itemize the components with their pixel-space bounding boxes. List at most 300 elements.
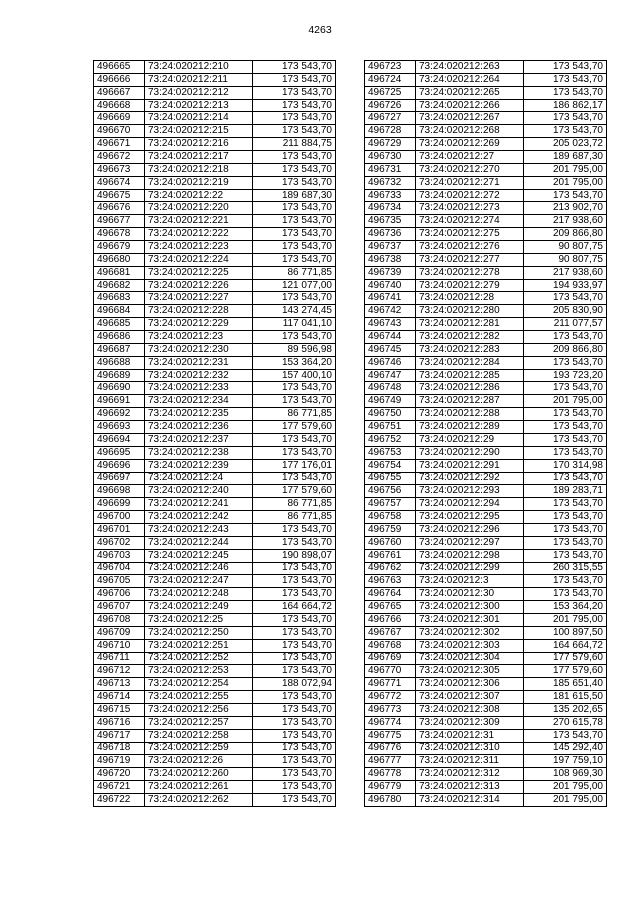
cadastral-value: 173 543,70	[253, 163, 336, 176]
row-id: 496742	[365, 305, 416, 318]
cadastral-value: 173 543,70	[253, 292, 336, 305]
row-id: 496694	[94, 433, 145, 446]
cadastral-value: 173 543,70	[253, 73, 336, 86]
row-id: 496770	[365, 665, 416, 678]
cadastral-number: 73:24:020212:230	[145, 343, 253, 356]
row-id: 496716	[94, 716, 145, 729]
cadastral-number: 73:24:020212:244	[145, 536, 253, 549]
cadastral-value: 173 543,70	[253, 253, 336, 266]
row-id: 496776	[365, 742, 416, 755]
row-id: 496667	[94, 86, 145, 99]
cadastral-number: 73:24:020212:291	[416, 459, 524, 472]
table-row	[94, 356, 336, 369]
table-row	[365, 395, 607, 408]
cadastral-value: 173 543,70	[253, 86, 336, 99]
row-id: 496752	[365, 433, 416, 446]
cadastral-number: 73:24:020212:222	[145, 228, 253, 241]
cadastral-number: 73:24:020212:225	[145, 266, 253, 279]
table-row	[365, 163, 607, 176]
table-row	[365, 665, 607, 678]
cadastral-number: 73:24:020212:234	[145, 395, 253, 408]
row-id: 496690	[94, 382, 145, 395]
cadastral-value: 173 543,70	[524, 356, 607, 369]
row-id: 496697	[94, 472, 145, 485]
cadastral-number: 73:24:020212:235	[145, 408, 253, 421]
table-row	[94, 112, 336, 125]
cadastral-number: 73:24:020212:290	[416, 446, 524, 459]
row-id: 496735	[365, 215, 416, 228]
cadastral-value: 173 543,70	[524, 588, 607, 601]
cadastral-number: 73:24:020212:300	[416, 601, 524, 614]
cadastral-value: 211 077,57	[524, 318, 607, 331]
row-id: 496682	[94, 279, 145, 292]
table-row	[94, 691, 336, 704]
cadastral-value: 260 315,55	[524, 562, 607, 575]
row-id: 496708	[94, 613, 145, 626]
cadastral-value: 89 596,98	[253, 343, 336, 356]
cadastral-number: 73:24:020212:296	[416, 523, 524, 536]
row-id: 496761	[365, 549, 416, 562]
cadastral-value: 121 077,00	[253, 279, 336, 292]
table-row	[365, 138, 607, 151]
table-row	[94, 549, 336, 562]
cadastral-value: 173 543,70	[524, 292, 607, 305]
table-row	[94, 446, 336, 459]
cadastral-value: 170 314,98	[524, 459, 607, 472]
cadastral-number: 73:24:020212:283	[416, 343, 524, 356]
cadastral-number: 73:24:020212:250	[145, 626, 253, 639]
table-row	[365, 61, 607, 74]
cadastral-value: 173 543,70	[524, 125, 607, 138]
table-row	[365, 549, 607, 562]
row-id: 496758	[365, 511, 416, 524]
cadastral-number: 73:24:020212:298	[416, 549, 524, 562]
table-row	[365, 433, 607, 446]
table-row	[94, 716, 336, 729]
row-id: 496751	[365, 421, 416, 434]
right-table-body	[365, 61, 607, 807]
cadastral-value: 177 579,60	[253, 421, 336, 434]
cadastral-number: 73:24:020212:275	[416, 228, 524, 241]
cadastral-number: 73:24:020212:282	[416, 331, 524, 344]
cadastral-number: 73:24:020212:269	[416, 138, 524, 151]
row-id: 496772	[365, 691, 416, 704]
row-id: 496763	[365, 575, 416, 588]
table-row	[365, 626, 607, 639]
row-id: 496681	[94, 266, 145, 279]
cadastral-value: 173 543,70	[253, 691, 336, 704]
cadastral-value: 173 543,70	[253, 472, 336, 485]
row-id: 496780	[365, 793, 416, 806]
cadastral-number: 73:24:020212:280	[416, 305, 524, 318]
row-id: 496747	[365, 369, 416, 382]
table-row	[365, 755, 607, 768]
row-id: 496702	[94, 536, 145, 549]
table-row	[365, 408, 607, 421]
cadastral-number: 73:24:020212:297	[416, 536, 524, 549]
cadastral-number: 73:24:020212:277	[416, 253, 524, 266]
cadastral-number: 73:24:020212:265	[416, 86, 524, 99]
cadastral-number: 73:24:020212:289	[416, 421, 524, 434]
cadastral-value: 173 543,70	[253, 716, 336, 729]
row-id: 496731	[365, 163, 416, 176]
table-row	[94, 176, 336, 189]
cadastral-value: 190 898,07	[253, 549, 336, 562]
cadastral-number: 73:24:020212:224	[145, 253, 253, 266]
cadastral-number: 73:24:020212:264	[416, 73, 524, 86]
left-table	[93, 60, 336, 807]
table-row	[365, 652, 607, 665]
row-id: 496728	[365, 125, 416, 138]
table-row	[94, 369, 336, 382]
row-id: 496730	[365, 151, 416, 164]
row-id: 496680	[94, 253, 145, 266]
cadastral-number: 73:24:020212:26	[145, 755, 253, 768]
cadastral-number: 73:24:020212:256	[145, 703, 253, 716]
row-id: 496665	[94, 61, 145, 74]
row-id: 496777	[365, 755, 416, 768]
table-row	[365, 485, 607, 498]
cadastral-value: 205 830,90	[524, 305, 607, 318]
row-id: 496775	[365, 729, 416, 742]
row-id: 496734	[365, 202, 416, 215]
row-id: 496767	[365, 626, 416, 639]
cadastral-number: 73:24:020212:299	[416, 562, 524, 575]
cadastral-number: 73:24:020212:220	[145, 202, 253, 215]
table-row	[365, 266, 607, 279]
cadastral-value: 211 884,75	[253, 138, 336, 151]
cadastral-number: 73:24:020212:307	[416, 691, 524, 704]
table-row	[94, 678, 336, 691]
table-row	[365, 202, 607, 215]
cadastral-number: 73:24:020212:215	[145, 125, 253, 138]
table-row	[365, 228, 607, 241]
cadastral-number: 73:24:020212:248	[145, 588, 253, 601]
row-id: 496753	[365, 446, 416, 459]
left-table-body	[94, 61, 336, 807]
cadastral-value: 173 543,70	[253, 768, 336, 781]
cadastral-number: 73:24:020212:212	[145, 86, 253, 99]
cadastral-value: 173 543,70	[524, 549, 607, 562]
cadastral-value: 173 543,70	[253, 215, 336, 228]
row-id: 496674	[94, 176, 145, 189]
cadastral-value: 173 543,70	[253, 241, 336, 254]
cadastral-value: 86 771,85	[253, 511, 336, 524]
cadastral-number: 73:24:020212:304	[416, 652, 524, 665]
table-row	[365, 99, 607, 112]
row-id: 496719	[94, 755, 145, 768]
cadastral-value: 173 543,70	[253, 703, 336, 716]
cadastral-value: 173 543,70	[253, 665, 336, 678]
table-row	[94, 523, 336, 536]
table-row	[94, 472, 336, 485]
row-id: 496733	[365, 189, 416, 202]
table-row	[94, 266, 336, 279]
table-row	[94, 511, 336, 524]
cadastral-number: 73:24:020212:281	[416, 318, 524, 331]
cadastral-number: 73:24:020212:221	[145, 215, 253, 228]
cadastral-value: 173 543,70	[524, 729, 607, 742]
row-id: 496743	[365, 318, 416, 331]
row-id: 496724	[365, 73, 416, 86]
cadastral-number: 73:24:020212:233	[145, 382, 253, 395]
table-row	[365, 343, 607, 356]
table-row	[365, 73, 607, 86]
cadastral-value: 173 543,70	[253, 781, 336, 794]
table-row	[365, 601, 607, 614]
row-id: 496757	[365, 498, 416, 511]
table-row	[94, 459, 336, 472]
cadastral-number: 73:24:020212:247	[145, 575, 253, 588]
row-id: 496726	[365, 99, 416, 112]
row-id: 496723	[365, 61, 416, 74]
cadastral-number: 73:24:020212:210	[145, 61, 253, 74]
table-row	[365, 691, 607, 704]
cadastral-number: 73:24:020212:262	[145, 793, 253, 806]
cadastral-value: 173 543,70	[253, 382, 336, 395]
cadastral-value: 173 543,70	[253, 395, 336, 408]
cadastral-number: 73:24:020212:293	[416, 485, 524, 498]
row-id: 496717	[94, 729, 145, 742]
table-row	[94, 408, 336, 421]
cadastral-number: 73:24:020212:266	[416, 99, 524, 112]
table-row	[94, 382, 336, 395]
table-row	[94, 305, 336, 318]
cadastral-value: 173 543,70	[524, 433, 607, 446]
cadastral-value: 193 723,20	[524, 369, 607, 382]
row-id: 496705	[94, 575, 145, 588]
row-id: 496715	[94, 703, 145, 716]
cadastral-value: 189 687,30	[253, 189, 336, 202]
row-id: 496700	[94, 511, 145, 524]
row-id: 496711	[94, 652, 145, 665]
cadastral-value: 173 543,70	[253, 331, 336, 344]
row-id: 496727	[365, 112, 416, 125]
table-row	[94, 626, 336, 639]
row-id: 496704	[94, 562, 145, 575]
row-id: 496693	[94, 421, 145, 434]
cadastral-value: 108 969,30	[524, 768, 607, 781]
table-row	[365, 742, 607, 755]
cadastral-value: 177 579,60	[524, 665, 607, 678]
cadastral-value: 90 807,75	[524, 253, 607, 266]
row-id: 496677	[94, 215, 145, 228]
cadastral-value: 173 543,70	[253, 61, 336, 74]
table-row	[94, 292, 336, 305]
cadastral-value: 201 795,00	[524, 793, 607, 806]
row-id: 496729	[365, 138, 416, 151]
cadastral-value: 173 543,70	[524, 408, 607, 421]
cadastral-number: 73:24:020212:211	[145, 73, 253, 86]
cadastral-value: 153 364,20	[253, 356, 336, 369]
table-row	[365, 703, 607, 716]
row-id: 496673	[94, 163, 145, 176]
row-id: 496676	[94, 202, 145, 215]
table-row	[365, 459, 607, 472]
cadastral-number: 73:24:020212:311	[416, 755, 524, 768]
row-id: 496689	[94, 369, 145, 382]
cadastral-number: 73:24:020212:270	[416, 163, 524, 176]
table-row	[365, 511, 607, 524]
row-id: 496774	[365, 716, 416, 729]
table-row	[94, 189, 336, 202]
cadastral-number: 73:24:020212:302	[416, 626, 524, 639]
table-row	[94, 343, 336, 356]
cadastral-value: 270 615,78	[524, 716, 607, 729]
cadastral-value: 173 543,70	[524, 86, 607, 99]
cadastral-number: 73:24:020212:263	[416, 61, 524, 74]
cadastral-value: 86 771,85	[253, 266, 336, 279]
cadastral-value: 100 897,50	[524, 626, 607, 639]
cadastral-number: 73:24:020212:243	[145, 523, 253, 536]
row-id: 496687	[94, 343, 145, 356]
cadastral-value: 173 543,70	[253, 536, 336, 549]
cadastral-value: 194 933,97	[524, 279, 607, 292]
cadastral-value: 173 543,70	[253, 613, 336, 626]
cadastral-number: 73:24:020212:260	[145, 768, 253, 781]
cadastral-value: 173 543,70	[253, 446, 336, 459]
cadastral-number: 73:24:020212:272	[416, 189, 524, 202]
cadastral-value: 173 543,70	[524, 73, 607, 86]
cadastral-value: 217 938,60	[524, 266, 607, 279]
row-id: 496768	[365, 639, 416, 652]
cadastral-value: 117 041,10	[253, 318, 336, 331]
row-id: 496720	[94, 768, 145, 781]
cadastral-value: 153 364,20	[524, 601, 607, 614]
cadastral-value: 201 795,00	[524, 781, 607, 794]
row-id: 496684	[94, 305, 145, 318]
cadastral-number: 73:24:020212:301	[416, 613, 524, 626]
table-row	[365, 421, 607, 434]
table-row	[94, 99, 336, 112]
row-id: 496739	[365, 266, 416, 279]
table-row	[94, 485, 336, 498]
cadastral-number: 73:24:020212:223	[145, 241, 253, 254]
cadastral-value: 86 771,85	[253, 408, 336, 421]
cadastral-value: 173 543,70	[524, 112, 607, 125]
table-row	[94, 331, 336, 344]
row-id: 496755	[365, 472, 416, 485]
table-row	[94, 498, 336, 511]
cadastral-number: 73:24:020212:278	[416, 266, 524, 279]
row-id: 496769	[365, 652, 416, 665]
cadastral-number: 73:24:020212:288	[416, 408, 524, 421]
row-id: 496710	[94, 639, 145, 652]
cadastral-number: 73:24:020212:285	[416, 369, 524, 382]
row-id: 496754	[365, 459, 416, 472]
table-row	[94, 421, 336, 434]
cadastral-number: 73:24:020212:287	[416, 395, 524, 408]
table-row	[94, 318, 336, 331]
cadastral-value: 173 543,70	[524, 331, 607, 344]
cadastral-number: 73:24:020212:232	[145, 369, 253, 382]
cadastral-number: 73:24:020212:273	[416, 202, 524, 215]
cadastral-value: 173 543,70	[253, 652, 336, 665]
cadastral-number: 73:24:020212:219	[145, 176, 253, 189]
row-id: 496707	[94, 601, 145, 614]
table-row	[94, 703, 336, 716]
table-row	[365, 241, 607, 254]
cadastral-value: 173 543,70	[253, 729, 336, 742]
table-row	[94, 279, 336, 292]
cadastral-value: 173 543,70	[253, 151, 336, 164]
cadastral-number: 73:24:020212:261	[145, 781, 253, 794]
row-id: 496722	[94, 793, 145, 806]
table-row	[365, 575, 607, 588]
row-id: 496692	[94, 408, 145, 421]
table-row	[94, 536, 336, 549]
cadastral-value: 186 862,17	[524, 99, 607, 112]
table-row	[94, 163, 336, 176]
cadastral-value: 177 176,01	[253, 459, 336, 472]
table-row	[365, 112, 607, 125]
table-row	[94, 61, 336, 74]
cadastral-number: 73:24:020212:237	[145, 433, 253, 446]
cadastral-number: 73:24:020212:241	[145, 498, 253, 511]
row-id: 496679	[94, 241, 145, 254]
cadastral-value: 173 543,70	[253, 742, 336, 755]
row-id: 496699	[94, 498, 145, 511]
row-id: 496672	[94, 151, 145, 164]
table-row	[94, 601, 336, 614]
cadastral-number: 73:24:020212:249	[145, 601, 253, 614]
table-row	[94, 73, 336, 86]
row-id: 496760	[365, 536, 416, 549]
cadastral-value: 173 543,70	[524, 575, 607, 588]
table-row	[94, 793, 336, 806]
row-id: 496666	[94, 73, 145, 86]
cadastral-number: 73:24:020212:313	[416, 781, 524, 794]
cadastral-number: 73:24:020212:271	[416, 176, 524, 189]
cadastral-value: 173 543,70	[253, 125, 336, 138]
table-row	[365, 151, 607, 164]
right-table	[364, 60, 607, 807]
cadastral-value: 173 543,70	[524, 511, 607, 524]
cadastral-value: 173 543,70	[524, 446, 607, 459]
row-id: 496725	[365, 86, 416, 99]
cadastral-value: 197 759,10	[524, 755, 607, 768]
cadastral-value: 209 866,80	[524, 228, 607, 241]
table-row	[365, 562, 607, 575]
cadastral-value: 189 283,71	[524, 485, 607, 498]
cadastral-number: 73:24:020212:231	[145, 356, 253, 369]
table-row	[365, 189, 607, 202]
cadastral-value: 173 543,70	[524, 498, 607, 511]
cadastral-number: 73:24:020212:228	[145, 305, 253, 318]
cadastral-number: 73:24:020212:23	[145, 331, 253, 344]
table-row	[365, 613, 607, 626]
row-id: 496685	[94, 318, 145, 331]
table-row	[365, 446, 607, 459]
cadastral-value: 173 543,70	[524, 536, 607, 549]
cadastral-value: 164 664,72	[253, 601, 336, 614]
cadastral-number: 73:24:020212:259	[145, 742, 253, 755]
row-id: 496714	[94, 691, 145, 704]
cadastral-value: 173 543,70	[524, 382, 607, 395]
cadastral-value: 173 543,70	[253, 755, 336, 768]
cadastral-value: 143 274,45	[253, 305, 336, 318]
cadastral-value: 173 543,70	[524, 523, 607, 536]
row-id: 496749	[365, 395, 416, 408]
row-id: 496741	[365, 292, 416, 305]
cadastral-number: 73:24:020212:292	[416, 472, 524, 485]
cadastral-number: 73:24:020212:31	[416, 729, 524, 742]
table-row	[365, 729, 607, 742]
table-row	[365, 305, 607, 318]
cadastral-value: 164 664,72	[524, 639, 607, 652]
table-row	[94, 742, 336, 755]
table-row	[365, 536, 607, 549]
